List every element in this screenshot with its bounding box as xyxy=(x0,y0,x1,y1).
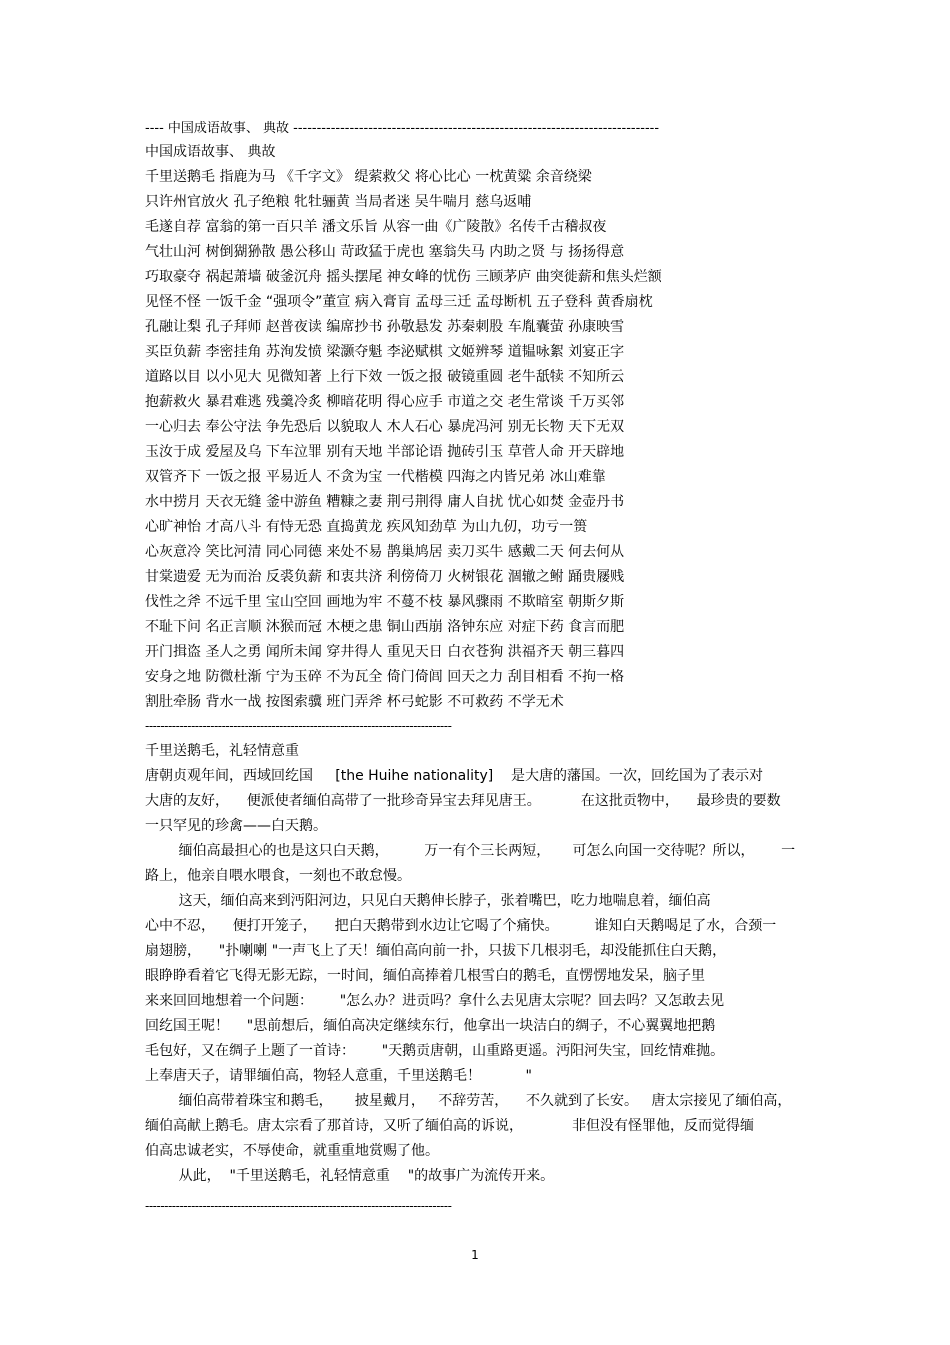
story-line: 缅伯高最担心的也是这只白天鹅， 万一有个三长两短， 可怎么向国一交待呢？所以， 一 xyxy=(178,843,796,859)
idiom-line: 毛遂自荐 富翁的第一百只羊 潘文乐旨 从容一曲《广陵散》名传千古稽叔夜 xyxy=(145,219,607,235)
section-divider-bottom: -------------------------------------------------------------------------------- xyxy=(145,1199,452,1213)
story-line: 一只罕见的珍禽——白天鹅。 xyxy=(145,818,327,834)
story-line: 眼睁睁看着它飞得无影无踪，一时间，缅伯高捧着几根雪白的鹅毛，直愣愣地发呆，脑子里 xyxy=(145,968,705,984)
story-line: 上奉唐天子，请罪缅伯高，物轻人意重，千里送鹅毛！ " xyxy=(145,1068,532,1084)
story-line: 唐朝贞观年间，西域回纥国 [the Huihe nationality] 是大唐的藩国。一次，回纥国为了表示对 xyxy=(145,768,764,784)
story-line: 伯高忠诚老实，不辱使命，就重重地赏赐了他。 xyxy=(145,1143,439,1159)
idiom-line: 安身之地 防微杜渐 宁为玉碎 不为瓦全 倚门倚闾 回天之力 刮目相看 不拘一格 xyxy=(145,669,625,685)
idiom-line: 气壮山河 树倒猢狲散 愚公移山 苛政猛于虎也 塞翁失马 内助之贤 与 扬扬得意 xyxy=(145,244,625,260)
idiom-line: 心灰意冷 笑比河清 同心同德 来处不易 鹊巢鸠居 卖刀买牛 感戴二天 何去何从 xyxy=(145,544,625,560)
page-number: 1 xyxy=(471,1248,479,1262)
idiom-line: 巧取豪夺 祸起萧墙 破釜沉舟 摇头摆尾 神女峰的忧伤 三顾茅庐 曲突徙薪和焦头烂额 xyxy=(145,269,662,285)
idiom-list xyxy=(145,165,825,715)
story-line: 路上，他亲自喂水喂食，一刻也不敢怠慢。 xyxy=(145,868,411,884)
document-subtitle: 中国成语故事、 典故 xyxy=(145,144,276,160)
story-line: 毛包好，又在绸子上题了一首诗： "天鹅贡唐朝，山重路更遥。沔阳河失宝，回纥情难抛。 xyxy=(145,1043,725,1059)
idiom-line: 一心归去 奉公守法 争先恐后 以貌取人 木人石心 暴虎冯河 别无长物 天下无双 xyxy=(145,419,625,435)
idiom-line: 道路以目 以小见大 见微知著 上行下效 一饭之报 破镜重圆 老牛舐犊 不知所云 xyxy=(145,369,625,385)
story-line: 回纥国王呢！ "思前想后，缅伯高决定继续东行，他拿出一块洁白的绸子，不心翼翼地把鹅 xyxy=(145,1018,716,1034)
idiom-line: 千里送鹅毛 指鹿为马 《千字文》 缇萦救父 将心比心 一枕黄粱 余音绕梁 xyxy=(145,169,592,185)
story-body xyxy=(145,764,825,1189)
idiom-line: 伐性之斧 不远千里 宝山空回 画地为牢 不蔓不枝 暴风骤雨 不欺暗室 朝斯夕斯 xyxy=(145,594,625,610)
idiom-line: 不耻下问 名正言顺 沐猴而冠 木梗之患 铜山西崩 洛钟东应 对症下药 食言而肥 xyxy=(145,619,625,635)
idiom-line: 割肚牵肠 背水一战 按图索骥 班门弄斧 杯弓蛇影 不可救药 不学无术 xyxy=(145,694,564,710)
idiom-line: 开门揖盗 圣人之勇 闻所未闻 穿井得人 重见天日 白衣苍狗 洪福齐天 朝三暮四 xyxy=(145,644,625,660)
story-line: 缅伯高带着珠宝和鹅毛， 披星戴月， 不辞劳苦， 不久就到了长安。 唐太宗接见了缅伯高， xyxy=(178,1093,792,1109)
idiom-line: 心旷神怡 才高八斗 有恃无恐 直捣黄龙 疾风知劲草 为山九仞，功亏一篑 xyxy=(145,519,588,535)
document-content xyxy=(145,118,825,1215)
idiom-line: 甘棠遗爱 无为而治 反裘负薪 和衷共济 利傍倚刀 火树银花 涸辙之鲋 踊贵屦贱 xyxy=(145,569,625,585)
idiom-line: 抱薪救火 暴君难逃 残羹冷炙 柳暗花明 得心应手 市道之交 老生常谈 千万买邻 xyxy=(145,394,625,410)
section-divider: -------------------------------------------------------------------------------- xyxy=(145,719,452,733)
story-line: 缅伯高献上鹅毛。唐太宗看了那首诗，又听了缅伯高的诉说， 非但没有怪罪他，反而觉得缅 xyxy=(145,1118,754,1134)
idiom-line: 水中捞月 天衣无缝 釜中游鱼 糟糠之妻 荆弓荆得 庸人自扰 忧心如焚 金壶丹书 xyxy=(145,494,625,510)
story-line: 这天，缅伯高来到沔阳河边，只见白天鹅伸长脖子，张着嘴巴，吃力地喘息着，缅伯高 xyxy=(178,893,711,909)
header-rule-line: ---- 中国成语故事、 典故 ------------------------------------------------------------------------------ xyxy=(145,121,660,136)
story-line: 大唐的友好， 便派使者缅伯高带了一批珍奇异宝去拜见唐王。 在这批贡物中， 最珍贵的要数 xyxy=(145,793,781,809)
story-title: 千里送鹅毛，礼轻情意重 xyxy=(145,743,299,759)
story-line: 来来回回地想着一个问题： "怎么办？进贡吗？拿什么去见唐太宗呢？回去吗？又怎敢去见 xyxy=(145,993,725,1009)
story-line: 从此， "千里送鹅毛，礼轻情意重 "的故事广为流传开来。 xyxy=(178,1168,555,1184)
story-line: 扇翅膀， "扑喇喇 "一声飞上了天！缅伯高向前一扑，只拔下几根羽毛，却没能抓住白天鹅， xyxy=(145,943,727,959)
idiom-line: 买臣负薪 李密挂角 苏洵发愤 梁灏夺魁 李泌赋棋 文姬辨琴 道韫咏絮 刘宴正字 xyxy=(145,344,625,360)
idiom-line: 双管齐下 一饭之报 平易近人 不贪为宝 一代楷模 四海之内皆兄弟 冰山难靠 xyxy=(145,469,606,485)
idiom-line: 见怪不怪 一饭千金 “强项令”董宣 病入膏肓 孟母三迁 孟母断机 五子登科 黄香扇枕 xyxy=(145,294,653,310)
idiom-line: 只许州官放火 孔子绝粮 牝牡骊黄 当局者迷 吴牛喘月 慈乌返哺 xyxy=(145,194,532,210)
idiom-line: 孔融让梨 孔子拜师 赵普夜读 编席抄书 孙敬悬发 苏秦刺股 车胤囊萤 孙康映雪 xyxy=(145,319,625,335)
story-line: 心中不忍， 便打开笼子， 把白天鹅带到水边让它喝了个痛快。 谁知白天鹅喝足了水，合颈一 xyxy=(145,918,777,934)
idiom-line: 玉汝于成 爱屋及乌 下车泣罪 别有天地 半部论语 抛砖引玉 草菅人命 开天辟地 xyxy=(145,444,625,460)
